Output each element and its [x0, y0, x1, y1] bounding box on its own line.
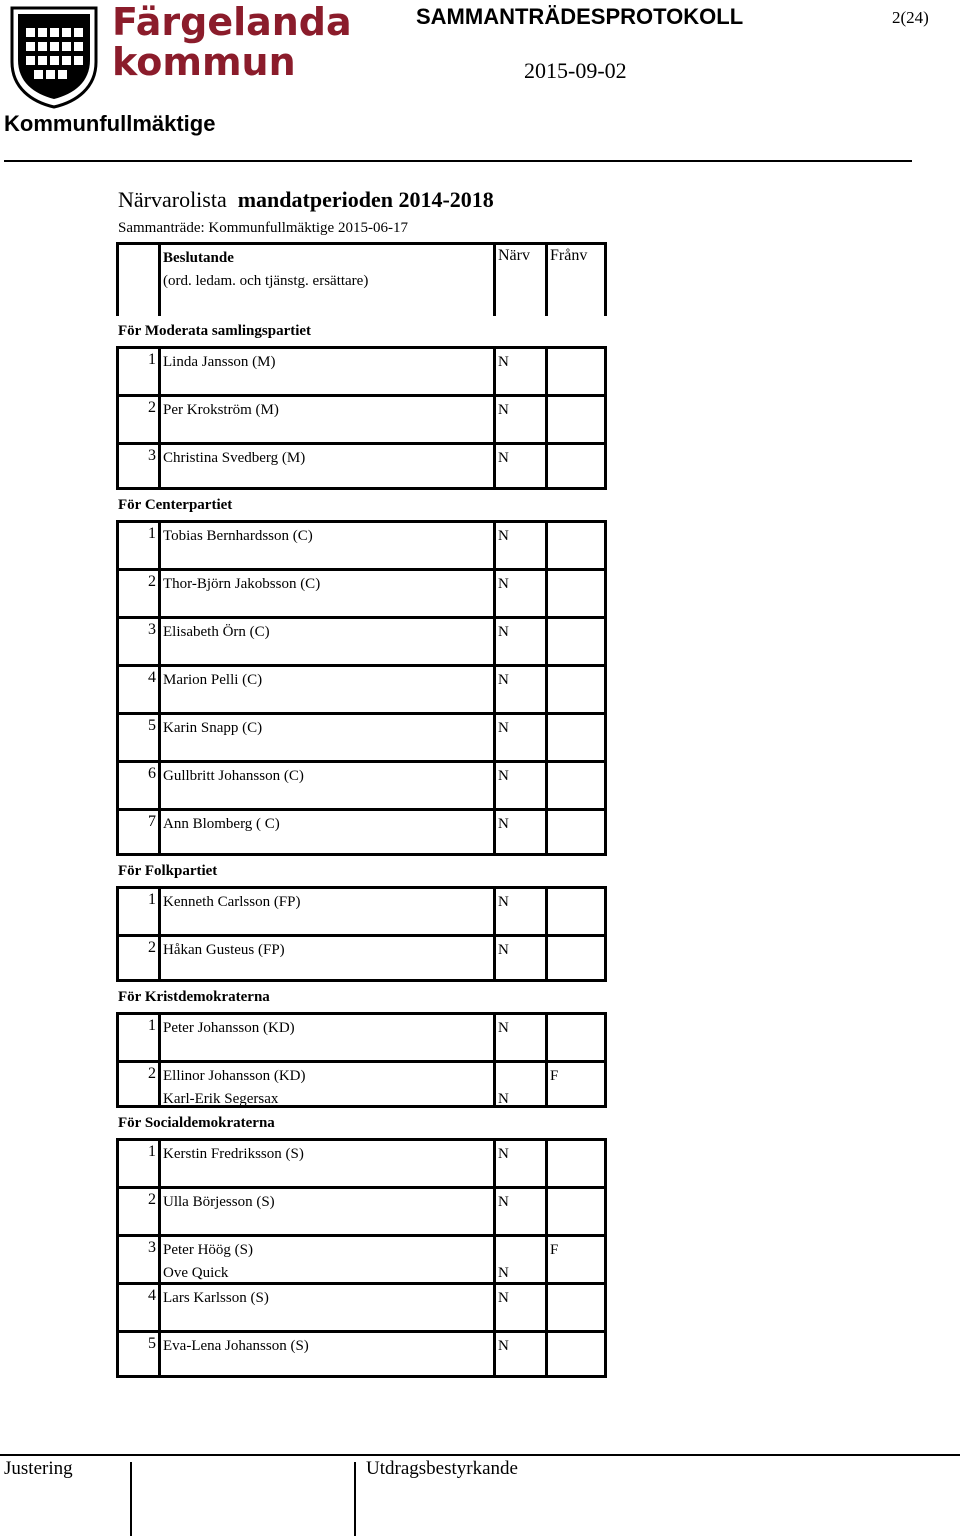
- document-date: 2015-09-02: [524, 58, 627, 83]
- party-prefix: För: [118, 989, 142, 1005]
- header-beslutande-note: (ord. ledam. och tjänstg. ersättare): [163, 273, 369, 289]
- franv-cell: [545, 445, 607, 487]
- narv-mark: N: [498, 528, 509, 544]
- narv-mark: [498, 1065, 545, 1088]
- table-row: [116, 712, 607, 760]
- member-name-cell: [158, 619, 493, 664]
- franv-cell: [545, 667, 607, 712]
- header-franv: Frånv: [545, 245, 607, 316]
- table-row: [116, 442, 607, 490]
- narv-mark: N: [498, 1338, 509, 1354]
- member-name: Christina Svedberg (M): [163, 450, 306, 466]
- franv-mark: F: [550, 1242, 559, 1258]
- member-name-cell: [158, 523, 493, 568]
- franv-cell: [545, 1285, 607, 1330]
- table-header-row: [116, 242, 607, 316]
- member-name: Lars Karlsson (S): [163, 1290, 269, 1306]
- party-prefix: För: [118, 497, 142, 513]
- narv-cell: [493, 811, 545, 853]
- party-prefix: För: [118, 323, 142, 339]
- table-row: [116, 760, 607, 808]
- narv-cell: [493, 523, 545, 568]
- party-heading: [0, 316, 607, 346]
- substitute-narv-mark: N: [498, 1265, 509, 1281]
- franv-cell: [545, 1141, 607, 1186]
- narv-cell: [493, 1141, 545, 1186]
- table-row: [116, 664, 607, 712]
- franv-cell: [545, 763, 607, 808]
- table-row: [116, 1234, 607, 1282]
- member-name-cell: [158, 1189, 493, 1234]
- row-number: 3: [116, 619, 158, 664]
- table-row: [116, 394, 607, 442]
- row-number: 1: [116, 523, 158, 568]
- narv-cell: [493, 667, 545, 712]
- logo-wordmark-line2: kommun: [112, 40, 296, 84]
- header-divider: [4, 160, 912, 162]
- member-name-cell: [158, 811, 493, 853]
- member-name: Tobias Bernhardsson (C): [163, 528, 313, 544]
- attendance-table: [116, 242, 607, 1378]
- row-number: 6: [116, 763, 158, 808]
- narv-mark: N: [498, 1020, 509, 1036]
- narv-cell: [493, 1189, 545, 1234]
- signature-line: [130, 1462, 132, 1536]
- member-name: Ellinor Johansson (KD): [163, 1068, 306, 1084]
- narv-mark: N: [498, 768, 509, 784]
- table-row: [116, 346, 607, 394]
- narv-mark: N: [498, 354, 509, 370]
- narv-mark: N: [498, 894, 509, 910]
- member-name: Gullbritt Johansson (C): [163, 768, 304, 784]
- party-heading: [0, 856, 607, 886]
- narv-cell: [493, 397, 545, 442]
- member-name-cell: [158, 889, 493, 934]
- substitute-name: Karl-Erik Segersax: [163, 1091, 279, 1107]
- row-number: 1: [116, 349, 158, 394]
- signature-line: [354, 1462, 356, 1536]
- table-row: [116, 1012, 607, 1060]
- narv-mark: N: [498, 1194, 509, 1210]
- narv-cell: [493, 1063, 545, 1105]
- narv-cell: [493, 1015, 545, 1060]
- narv-mark: N: [498, 402, 509, 418]
- table-row: [116, 520, 607, 568]
- party-heading: [0, 982, 607, 1012]
- footer-utdrag: Utdragsbestyrkande: [366, 1458, 518, 1479]
- narv-mark: N: [498, 942, 509, 958]
- table-row: [116, 568, 607, 616]
- member-name-cell: [158, 397, 493, 442]
- franv-cell: [545, 1333, 607, 1375]
- member-name-cell: [158, 1333, 493, 1375]
- narv-mark: N: [498, 624, 509, 640]
- narv-cell: [493, 715, 545, 760]
- member-name-cell: [158, 349, 493, 394]
- franv-cell: [545, 1189, 607, 1234]
- narv-cell: [493, 937, 545, 979]
- narv-mark: N: [498, 1290, 509, 1306]
- table-row: [116, 616, 607, 664]
- row-number: 1: [116, 889, 158, 934]
- narv-cell: [493, 571, 545, 616]
- table-row: [116, 934, 607, 982]
- row-number: 7: [116, 811, 158, 853]
- header-name-cell: [158, 245, 493, 316]
- member-name-cell: [158, 1285, 493, 1330]
- narv-cell: [493, 1237, 545, 1282]
- narv-mark: [498, 1239, 545, 1262]
- party-name: Kristdemokraterna: [144, 989, 270, 1005]
- narv-cell: [493, 889, 545, 934]
- member-name-cell: [158, 571, 493, 616]
- narv-cell: [493, 619, 545, 664]
- member-name: Kerstin Fredriksson (S): [163, 1146, 304, 1162]
- franv-cell: [545, 619, 607, 664]
- member-name: Eva-Lena Johansson (S): [163, 1338, 309, 1354]
- narv-mark: N: [498, 1146, 509, 1162]
- franv-cell: [545, 889, 607, 934]
- narv-cell: [493, 445, 545, 487]
- footer-justering: Justering: [4, 1458, 73, 1479]
- substitute-name: Ove Quick: [163, 1265, 229, 1281]
- party-name: Socialdemokraterna: [144, 1115, 275, 1131]
- member-name-cell: [158, 445, 493, 487]
- franv-mark: F: [550, 1068, 559, 1084]
- narv-cell: [493, 349, 545, 394]
- member-name-cell: [158, 1015, 493, 1060]
- row-number: 2: [116, 1063, 158, 1105]
- member-name: Peter Johansson (KD): [163, 1020, 295, 1036]
- party-name: Moderata samlingspartiet: [144, 323, 312, 339]
- franv-cell: [545, 1237, 607, 1282]
- organ-name: Kommunfullmäktige: [4, 111, 216, 136]
- row-number: 2: [116, 397, 158, 442]
- header-narv: Närv: [493, 245, 545, 316]
- narv-mark: N: [498, 720, 509, 736]
- row-number: 4: [116, 1285, 158, 1330]
- page-number: 2(24): [892, 8, 929, 27]
- member-name: Ulla Börjesson (S): [163, 1194, 275, 1210]
- narv-mark: N: [498, 450, 509, 466]
- member-name: Peter Höög (S): [163, 1242, 253, 1258]
- franv-cell: [545, 349, 607, 394]
- member-name: Elisabeth Örn (C): [163, 624, 270, 640]
- party-prefix: För: [118, 1115, 142, 1131]
- row-number: 2: [116, 571, 158, 616]
- franv-cell: [545, 397, 607, 442]
- row-number: 1: [116, 1015, 158, 1060]
- row-number: 2: [116, 1189, 158, 1234]
- party-heading: [0, 1108, 607, 1138]
- row-number: 5: [116, 1333, 158, 1375]
- row-number: 3: [116, 1237, 158, 1282]
- footer-divider: [0, 1454, 960, 1456]
- member-name: Karin Snapp (C): [163, 720, 263, 736]
- narv-cell: [493, 763, 545, 808]
- table-row: [116, 808, 607, 856]
- member-name: Thor-Björn Jakobsson (C): [163, 576, 321, 592]
- member-name-cell: [158, 937, 493, 979]
- franv-cell: [545, 523, 607, 568]
- narv-mark: N: [498, 576, 509, 592]
- narv-cell: [493, 1333, 545, 1375]
- member-name-cell: [158, 1141, 493, 1186]
- row-number: 4: [116, 667, 158, 712]
- party-name: Centerpartiet: [144, 497, 233, 513]
- document-type: SAMMANTRÄDESPROTOKOLL: [416, 4, 744, 29]
- member-name-cell: [158, 667, 493, 712]
- member-name-cell: [158, 715, 493, 760]
- member-name: Per Krokström (M): [163, 402, 279, 418]
- narv-cell: [493, 1285, 545, 1330]
- member-name: Ann Blomberg ( C): [163, 816, 280, 832]
- table-row: [116, 1186, 607, 1234]
- franv-cell: [545, 811, 607, 853]
- narv-mark: N: [498, 816, 509, 832]
- franv-cell: [545, 715, 607, 760]
- title-plain: Närvarolista: [118, 187, 227, 212]
- member-name: Håkan Gusteus (FP): [163, 942, 285, 958]
- franv-cell: [545, 937, 607, 979]
- row-number: 2: [116, 937, 158, 979]
- table-row: [116, 1282, 607, 1330]
- table-row: [116, 1330, 607, 1378]
- table-row: [116, 1138, 607, 1186]
- party-name: Folkpartiet: [144, 863, 218, 879]
- table-row: [116, 886, 607, 934]
- franv-cell: [545, 1063, 607, 1105]
- table-row: [116, 1060, 607, 1108]
- logo-wordmark-line1: Färgelanda: [112, 0, 352, 44]
- member-name-cell: [158, 1237, 493, 1282]
- meeting-info: Sammanträde: Kommunfullmäktige 2015-06-17: [118, 220, 408, 236]
- title-bold: mandatperioden 2014-2018: [237, 187, 494, 212]
- row-number: 3: [116, 445, 158, 487]
- municipality-crest-icon: [6, 4, 102, 110]
- member-name: Linda Jansson (M): [163, 354, 276, 370]
- row-number: 5: [116, 715, 158, 760]
- member-name: Kenneth Carlsson (FP): [163, 894, 301, 910]
- substitute-narv-mark: N: [498, 1091, 509, 1107]
- franv-cell: [545, 1015, 607, 1060]
- member-name-cell: [158, 1063, 493, 1105]
- member-name-cell: [158, 763, 493, 808]
- party-prefix: För: [118, 863, 142, 879]
- party-heading: [0, 490, 607, 520]
- row-number: 1: [116, 1141, 158, 1186]
- page-title: [118, 187, 494, 213]
- franv-cell: [545, 571, 607, 616]
- header-beslutande: Beslutande: [163, 250, 234, 266]
- narv-mark: N: [498, 672, 509, 688]
- member-name: Marion Pelli (C): [163, 672, 263, 688]
- header-num-cell: [116, 245, 158, 316]
